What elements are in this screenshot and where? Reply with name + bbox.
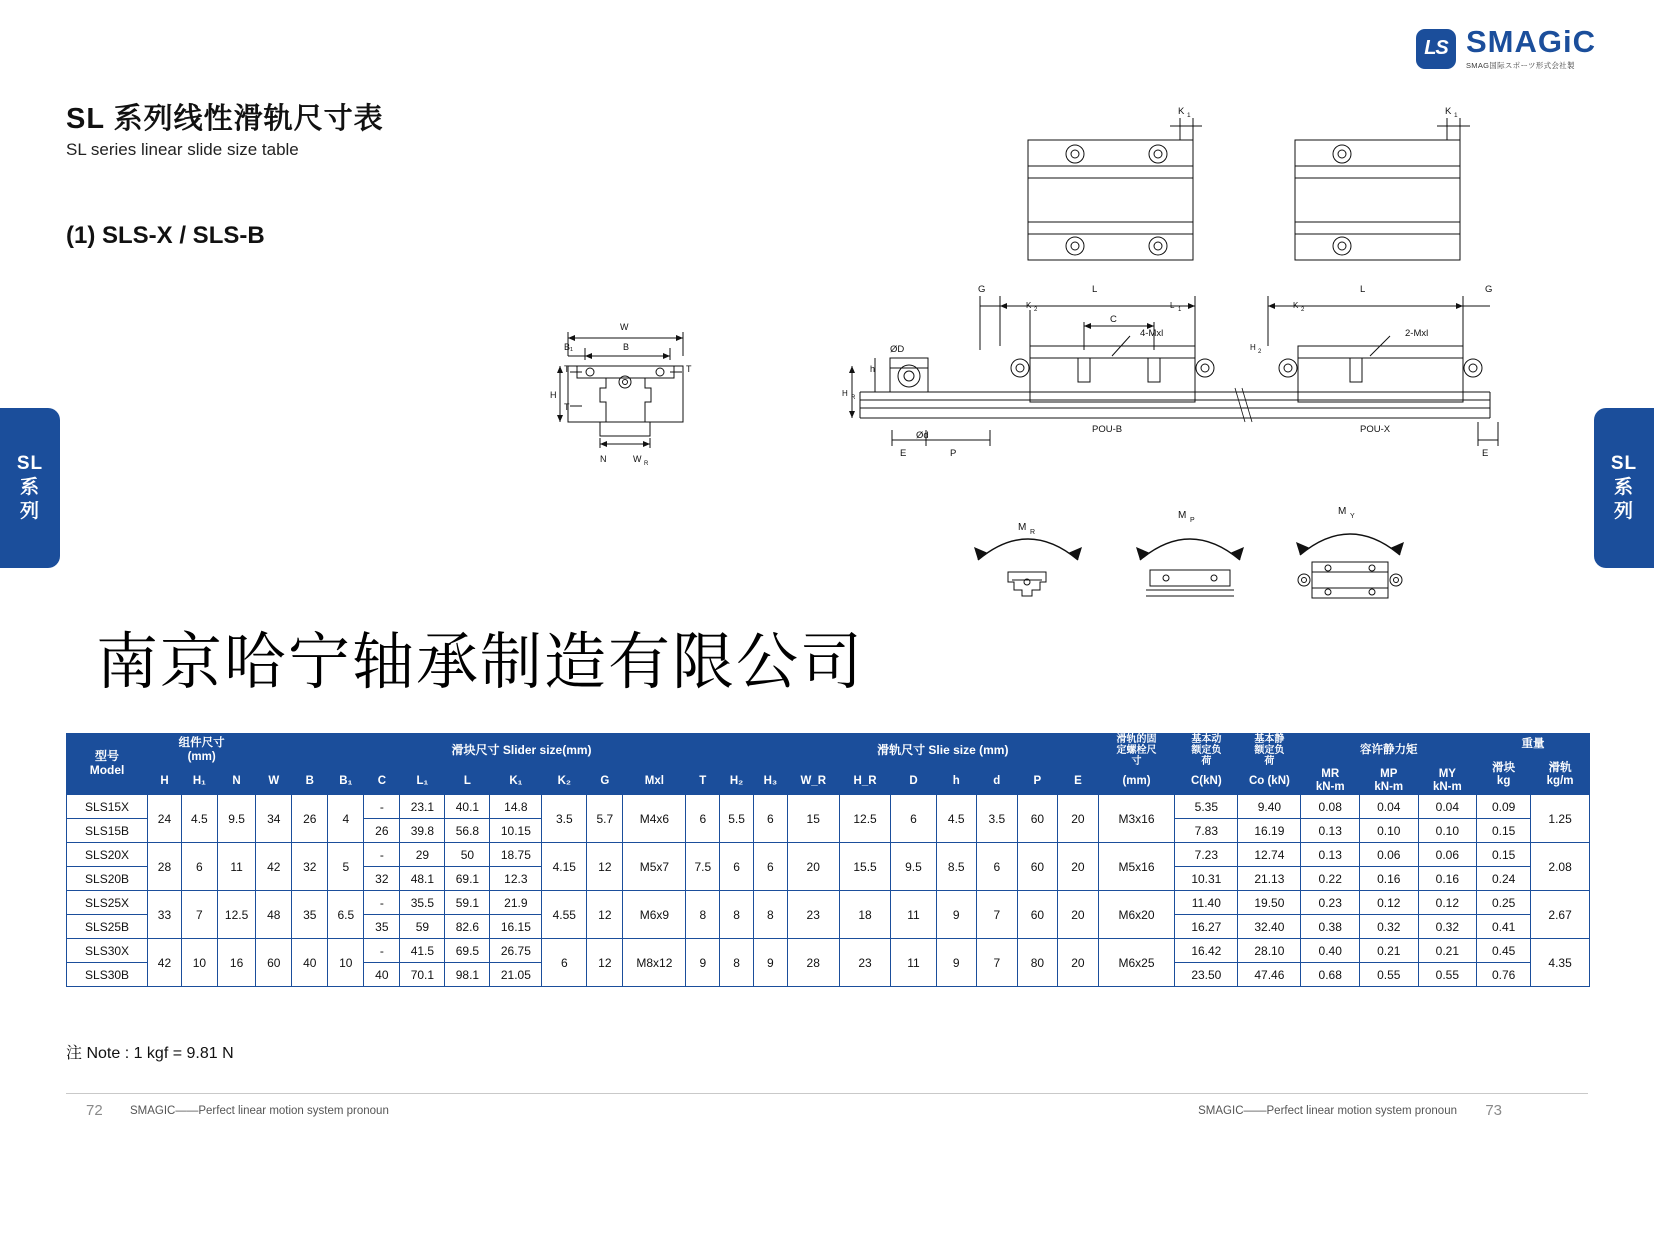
svg-text:H: H [842,389,848,398]
cell-N: 12.5 [217,891,255,939]
drawing-front-view [520,310,750,480]
svg-text:P: P [1190,517,1195,524]
th-basic-static: 基本静 额定负 荷 [1238,734,1301,768]
cell-Cokn: 19.50 [1238,891,1301,915]
side-tab-right-line3: 列 [1613,500,1634,522]
cell-L1: 41.5 [400,939,445,963]
cell-bolt: M5x16 [1098,843,1175,891]
cell-W: 42 [256,843,292,891]
cell-MR: 0.40 [1301,939,1360,963]
cell-Ckn: 5.35 [1175,795,1238,819]
th-P: P [1017,768,1058,795]
cell-Ckn: 7.23 [1175,843,1238,867]
svg-text:E: E [1482,448,1489,459]
svg-text:h: h [870,364,876,374]
side-tab-right-line2: 系 [1613,477,1634,499]
cell-MP: 0.21 [1359,939,1418,963]
svg-text:K: K [1445,106,1452,117]
side-tab-right [1594,408,1654,568]
cell-weight-block: 0.15 [1477,819,1531,843]
table-row [67,843,1590,867]
th-H3: H₃ [753,768,787,795]
cell-L: 69.1 [445,867,490,891]
cell-K1: 21.9 [490,891,542,915]
cell-Cokn: 21.13 [1238,867,1301,891]
cell-K1: 26.75 [490,939,542,963]
cell-WR: 15 [787,795,839,843]
svg-text:4-Mxl: 4-Mxl [1140,328,1164,339]
cell-weight-rail: 2.08 [1531,843,1590,891]
cell-model: SLS20X [67,843,148,867]
svg-text:M: M [1018,522,1027,533]
svg-text:2: 2 [1034,307,1038,313]
cell-bolt: M6x25 [1098,939,1175,987]
cell-MY: 0.21 [1418,939,1477,963]
th-MR: MR kN-m [1301,768,1360,795]
cell-MP: 0.12 [1359,891,1418,915]
cell-MP: 0.10 [1359,819,1418,843]
cell-K1: 18.75 [490,843,542,867]
th-K1: K₁ [490,768,542,795]
cell-H: 33 [148,891,182,939]
cell-L1: 29 [400,843,445,867]
cell-model: SLS15X [67,795,148,819]
cell-T: 9 [686,939,720,987]
th-H2: H₂ [720,768,754,795]
th-T: T [686,768,720,795]
cell-MY: 0.04 [1418,795,1477,819]
svg-text:G: G [978,284,986,295]
cell-C: - [364,939,400,963]
cell-L1: 59 [400,915,445,939]
svg-text:POU-X: POU-X [1360,424,1391,435]
cell-Ckn: 23.50 [1175,963,1238,987]
cell-model: SLS30B [67,963,148,987]
cell-MR: 0.13 [1301,819,1360,843]
svg-text:B₁: B₁ [564,342,574,352]
cell-h: 9 [936,939,977,987]
svg-text:L: L [1170,301,1175,310]
cell-L: 50 [445,843,490,867]
cell-H2: 6 [720,843,754,891]
th-MP: MP kN-m [1359,768,1418,795]
svg-text:T: T [564,364,570,374]
cell-MR: 0.13 [1301,843,1360,867]
company-watermark: 南京哈宁轴承制造有限公司 [96,625,865,698]
cell-d: 6 [977,843,1018,891]
cell-model: SLS20B [67,867,148,891]
cell-K1: 10.15 [490,819,542,843]
cell-HR: 23 [839,939,891,987]
page-title-cn: SL 系列线性滑轨尺寸表 [66,103,384,135]
cell-Cokn: 16.19 [1238,819,1301,843]
cell-WR: 28 [787,939,839,987]
cell-h: 8.5 [936,843,977,891]
cell-MY: 0.10 [1418,819,1477,843]
cell-weight-block: 0.76 [1477,963,1531,987]
svg-text:R: R [851,395,856,401]
page-footer [0,1093,1654,1133]
cell-L: 98.1 [445,963,490,987]
cell-B: 32 [292,843,328,891]
cell-G: 5.7 [587,795,623,843]
side-tab-right-line1: SL [1610,453,1638,475]
cell-L: 59.1 [445,891,490,915]
cell-WR: 20 [787,843,839,891]
cell-MY: 0.12 [1418,891,1477,915]
brand-subtext: SMAG国际スポーツ形式会社製 [1466,61,1575,70]
svg-text:M: M [1178,510,1187,521]
cell-weight-block: 0.15 [1477,843,1531,867]
svg-text:R: R [1030,529,1036,536]
th-HR: H_R [839,768,891,795]
th-Ckn: C(kN) [1175,768,1238,795]
svg-text:2: 2 [1301,307,1305,313]
page-title-en: SL series linear slide size table [66,140,299,159]
cell-B1: 5 [328,843,364,891]
th-H: H [148,768,182,795]
svg-text:ØD: ØD [890,344,905,355]
cell-Mxl: M6x9 [623,891,686,939]
cell-MY: 0.32 [1418,915,1477,939]
footer-text-right: SMAGIC——Perfect linear motion system pronoun [1198,1105,1457,1117]
cell-HR: 12.5 [839,795,891,843]
svg-text:N: N [600,454,607,464]
th-L1: L₁ [400,768,445,795]
cell-B: 35 [292,891,328,939]
cell-MR: 0.68 [1301,963,1360,987]
cell-G: 12 [587,939,623,987]
svg-text:1: 1 [1454,112,1458,119]
table-row [67,795,1590,819]
th-model-en: Model [89,763,125,778]
cell-bolt: M6x20 [1098,891,1175,939]
svg-text:W: W [633,454,642,464]
footer-text-left: SMAGIC——Perfect linear motion system pronoun [130,1105,389,1117]
svg-text:E: E [900,448,907,459]
cell-MY: 0.55 [1418,963,1477,987]
footer-divider [66,1093,1588,1094]
th-model [67,734,148,795]
cell-C: 32 [364,867,400,891]
cell-D: 11 [891,891,936,939]
cell-weight-rail: 2.67 [1531,891,1590,939]
cell-H2: 8 [720,939,754,987]
side-tab-left-line1: SL [16,453,44,475]
cell-K2: 3.5 [542,795,587,843]
cell-P: 60 [1017,843,1058,891]
th-h: h [936,768,977,795]
svg-text:2: 2 [1258,349,1262,355]
cell-MP: 0.32 [1359,915,1418,939]
cell-d: 3.5 [977,795,1018,843]
th-rail-bolt: 滑轨的固 定螺栓尺 寸 [1098,734,1175,768]
th-model-cn: 型号 [95,749,120,764]
cell-weight-rail: 1.25 [1531,795,1590,843]
th-weight-block: 滑块 kg [1477,756,1531,795]
cell-MR: 0.22 [1301,867,1360,891]
cell-E: 20 [1058,843,1099,891]
cell-WR: 23 [787,891,839,939]
cell-B1: 10 [328,939,364,987]
th-slider-size: 滑块尺寸 Slider size(mm) [256,734,788,768]
side-tab-left-line2: 系 [19,477,40,499]
cell-MY: 0.06 [1418,843,1477,867]
cell-W: 48 [256,891,292,939]
cell-MP: 0.06 [1359,843,1418,867]
cell-C: - [364,843,400,867]
th-H1: H₁ [181,768,217,795]
page-number-left: 72 [86,1102,103,1119]
cell-d: 7 [977,891,1018,939]
brand-logo [1416,26,1596,71]
cell-MP: 0.16 [1359,867,1418,891]
th-weight-rail: 滑轨 kg/m [1531,756,1590,795]
cell-H3: 9 [753,939,787,987]
cell-H3: 6 [753,795,787,843]
svg-text:K: K [1293,301,1299,310]
th-assembly-size: 组件尺寸 (mm) [148,734,256,768]
cell-Cokn: 12.74 [1238,843,1301,867]
cell-K2: 6 [542,939,587,987]
cell-D: 11 [891,939,936,987]
cell-K1: 16.15 [490,915,542,939]
svg-text:Ød: Ød [916,430,929,441]
cell-H1: 4.5 [181,795,217,843]
svg-text:K: K [1178,106,1185,117]
svg-text:K: K [1026,301,1032,310]
side-tab-left-line3: 列 [19,500,40,522]
cell-N: 11 [217,843,255,891]
cell-E: 20 [1058,891,1099,939]
cell-Ckn: 11.40 [1175,891,1238,915]
cell-L1: 48.1 [400,867,445,891]
cell-C: 26 [364,819,400,843]
svg-text:M: M [1338,506,1347,517]
cell-C: - [364,795,400,819]
cell-H: 28 [148,843,182,891]
th-C: C [364,768,400,795]
th-K2: K₂ [542,768,587,795]
th-d: d [977,768,1018,795]
th-G: G [587,768,623,795]
cell-weight-block: 0.45 [1477,939,1531,963]
cell-model: SLS30X [67,939,148,963]
drawing-moment-diagrams [960,500,1460,615]
th-weight: 重量 [1477,734,1590,756]
cell-Ckn: 7.83 [1175,819,1238,843]
cell-C: 40 [364,963,400,987]
cell-D: 6 [891,795,936,843]
svg-text:1: 1 [1178,307,1182,313]
cell-Ckn: 10.31 [1175,867,1238,891]
cell-Ckn: 16.42 [1175,939,1238,963]
cell-H1: 10 [181,939,217,987]
svg-text:1: 1 [1187,112,1191,119]
cell-W: 60 [256,939,292,987]
cell-C: 35 [364,915,400,939]
svg-text:2-Mxl: 2-Mxl [1405,328,1429,339]
svg-text:L: L [1092,284,1098,295]
cell-H2: 8 [720,891,754,939]
th-rail-size: 滑轨尺寸 Slie size (mm) [787,734,1098,768]
cell-K1: 14.8 [490,795,542,819]
brand-wordmark: SMAGiC [1466,24,1596,59]
cell-HR: 18 [839,891,891,939]
th-B: B [292,768,328,795]
cell-B: 26 [292,795,328,843]
cell-E: 20 [1058,939,1099,987]
th-Cokn: Co (kN) [1238,768,1301,795]
cell-H2: 5.5 [720,795,754,843]
cell-HR: 15.5 [839,843,891,891]
th-static-moment: 容许静力矩 [1301,734,1477,768]
svg-text:W: W [620,322,629,332]
table-row [67,939,1590,963]
cell-B1: 6.5 [328,891,364,939]
spec-table [66,733,1590,987]
cell-weight-rail: 4.35 [1531,939,1590,987]
cell-K2: 4.15 [542,843,587,891]
th-L: L [445,768,490,795]
cell-D: 9.5 [891,843,936,891]
cell-MR: 0.08 [1301,795,1360,819]
cell-P: 80 [1017,939,1058,987]
cell-H3: 6 [753,843,787,891]
th-WR: W_R [787,768,839,795]
cell-Mxl: M8x12 [623,939,686,987]
cell-MR: 0.38 [1301,915,1360,939]
th-bolt-unit: (mm) [1098,768,1175,795]
cell-MY: 0.16 [1418,867,1477,891]
cell-L: 56.8 [445,819,490,843]
cell-weight-block: 0.09 [1477,795,1531,819]
cell-K2: 4.55 [542,891,587,939]
cell-K1: 12.3 [490,867,542,891]
note-text: 注 Note : 1 kgf = 9.81 N [66,1045,234,1062]
cell-H1: 6 [181,843,217,891]
th-Mxl: Mxl [623,768,686,795]
svg-text:Y: Y [1350,513,1355,520]
cell-P: 60 [1017,891,1058,939]
cell-d: 7 [977,939,1018,987]
smagic-logo-icon: LS [1416,29,1456,69]
cell-C: - [364,891,400,915]
svg-text:P: P [950,448,957,459]
cell-H: 42 [148,939,182,987]
cell-E: 20 [1058,795,1099,843]
cell-weight-block: 0.25 [1477,891,1531,915]
cell-H: 24 [148,795,182,843]
cell-MP: 0.04 [1359,795,1418,819]
cell-L1: 70.1 [400,963,445,987]
cell-L1: 23.1 [400,795,445,819]
spec-table-container [66,733,1590,987]
drawing-assembly-view [830,100,1530,485]
svg-text:H: H [550,390,557,400]
table-row [67,891,1590,915]
cell-weight-block: 0.24 [1477,867,1531,891]
cell-h: 9 [936,891,977,939]
cell-G: 12 [587,843,623,891]
cell-MP: 0.55 [1359,963,1418,987]
svg-text:C: C [1110,314,1117,325]
cell-N: 9.5 [217,795,255,843]
svg-text:T: T [686,364,692,374]
cell-W: 34 [256,795,292,843]
cell-model: SLS25X [67,891,148,915]
cell-K1: 21.05 [490,963,542,987]
cell-Cokn: 9.40 [1238,795,1301,819]
th-E: E [1058,768,1099,795]
cell-B1: 4 [328,795,364,843]
svg-text:G: G [1485,284,1493,295]
th-B1: B₁ [328,768,364,795]
cell-weight-block: 0.41 [1477,915,1531,939]
cell-h: 4.5 [936,795,977,843]
side-tab-left [0,408,60,568]
cell-Cokn: 32.40 [1238,915,1301,939]
cell-L: 69.5 [445,939,490,963]
cell-T: 6 [686,795,720,843]
svg-text:POU-B: POU-B [1092,424,1123,435]
svg-text:B: B [623,342,630,352]
cell-Mxl: M4x6 [623,795,686,843]
cell-Ckn: 16.27 [1175,915,1238,939]
cell-H1: 7 [181,891,217,939]
cell-G: 12 [587,891,623,939]
svg-text:L: L [1360,284,1366,295]
cell-B: 40 [292,939,328,987]
cell-L1: 35.5 [400,891,445,915]
cell-Cokn: 47.46 [1238,963,1301,987]
cell-L: 40.1 [445,795,490,819]
spec-table-body [67,795,1590,987]
cell-Mxl: M5x7 [623,843,686,891]
cell-model: SLS25B [67,915,148,939]
cell-T: 7.5 [686,843,720,891]
page-number-right: 73 [1485,1102,1502,1119]
cell-L: 82.6 [445,915,490,939]
cell-MR: 0.23 [1301,891,1360,915]
th-basic-dynamic: 基本动 额定负 荷 [1175,734,1238,768]
th-W: W [256,768,292,795]
cell-N: 16 [217,939,255,987]
cell-model: SLS15B [67,819,148,843]
section-subtitle: (1) SLS-X / SLS-B [66,222,265,249]
th-N: N [217,768,255,795]
cell-Cokn: 28.10 [1238,939,1301,963]
cell-P: 60 [1017,795,1058,843]
svg-text:R: R [644,461,649,467]
cell-H3: 8 [753,891,787,939]
th-D: D [891,768,936,795]
cell-T: 8 [686,891,720,939]
svg-text:T: T [564,402,570,412]
th-MY: MY kN-m [1418,768,1477,795]
svg-text:H: H [1250,343,1256,352]
cell-L1: 39.8 [400,819,445,843]
cell-bolt: M3x16 [1098,795,1175,843]
